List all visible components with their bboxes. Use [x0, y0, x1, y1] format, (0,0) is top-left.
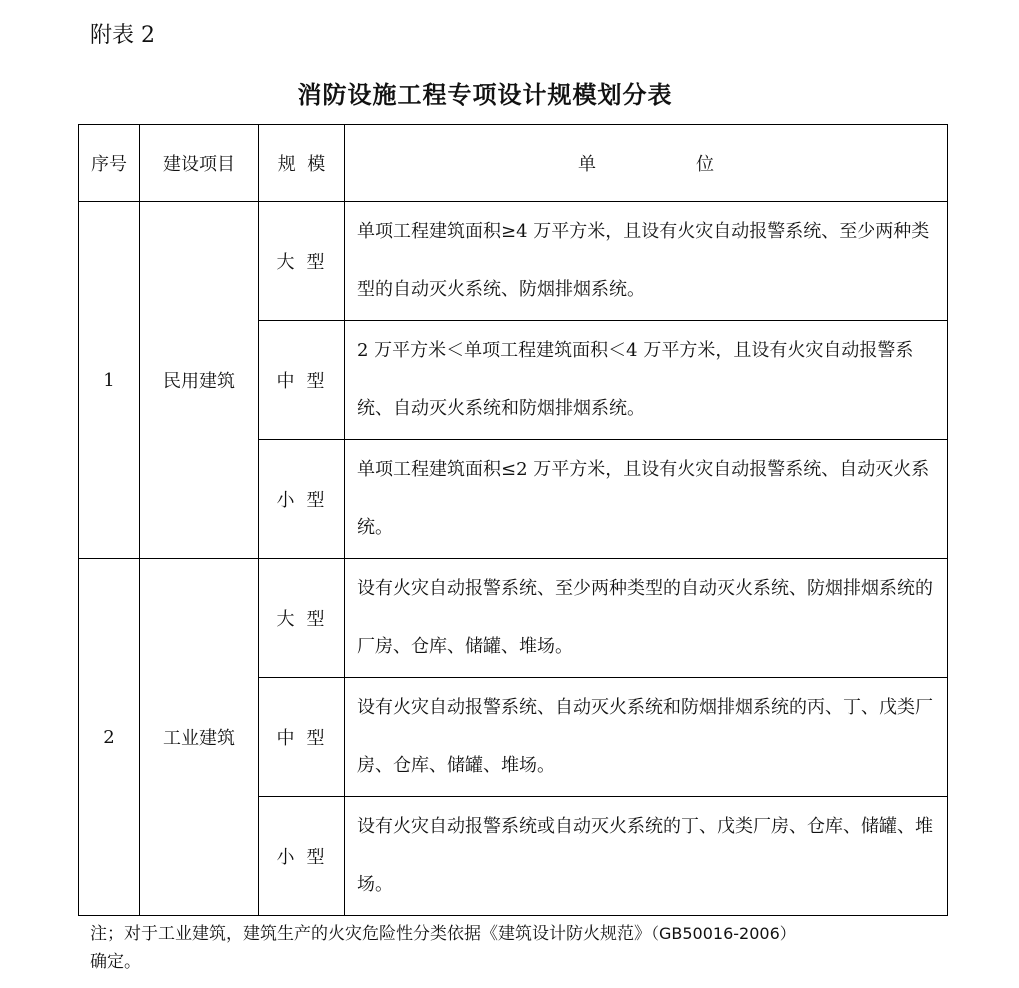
scale-description: 设有火灾自动报警系统、至少两种类型的自动灭火系统、防烟排烟系统的厂房、仓库、储罐、堆场。 [345, 559, 948, 678]
scale-description: 单项工程建筑面积≤2 万平方米，且设有火灾自动报警系统、自动灭火系统。 [345, 440, 948, 559]
page-title: 消防设施工程专项设计规模划分表 [297, 81, 673, 109]
header-unit-char-2: 位 [696, 154, 714, 175]
table-row [79, 202, 948, 321]
footnote-text: 注；对于工业建筑，建筑生产的火灾危险性分类依据《建筑设计防火规范》 [90, 924, 651, 944]
table-header-row [79, 125, 948, 202]
header-unit [345, 125, 948, 202]
appendix-label: 附表 2 [90, 23, 155, 48]
header-no: 序号 [79, 125, 140, 202]
scale-level: 中型 [259, 678, 345, 797]
scale-level: 小型 [259, 797, 345, 916]
scale-description: 设有火灾自动报警系统或自动灭火系统的丁、戊类厂房、仓库、储罐、堆场。 [345, 797, 948, 916]
header-unit-char-1: 单 [578, 154, 596, 175]
footnote-code: （GB50016-2006） [651, 924, 796, 943]
row-number: 2 [79, 559, 140, 916]
scale-description: 设有火灾自动报警系统、自动灭火系统和防烟排烟系统的丙、丁、戊类厂房、仓库、储罐、堆场。 [345, 678, 948, 797]
scale-description: 单项工程建筑面积≥4 万平方米，且设有火灾自动报警系统、至少两种类型的自动灭火系统、防烟排烟系统。 [345, 202, 948, 321]
scale-level: 大型 [259, 559, 345, 678]
row-number: 1 [79, 202, 140, 559]
scale-level: 小型 [259, 440, 345, 559]
scale-level: 中型 [259, 321, 345, 440]
header-project: 建设项目 [140, 125, 259, 202]
header-scale: 规 模 [259, 125, 345, 202]
scale-level: 大型 [259, 202, 345, 321]
footnote [90, 920, 950, 976]
table-row [79, 559, 948, 678]
project-type: 工业建筑 [140, 559, 259, 916]
footnote-end: 确定。 [90, 952, 141, 972]
project-type: 民用建筑 [140, 202, 259, 559]
scale-description: 2 万平方米＜单项工程建筑面积＜4 万平方米，且设有火灾自动报警系统、自动灭火系统和防烟排烟系统。 [345, 321, 948, 440]
scale-classification-table [78, 124, 948, 916]
